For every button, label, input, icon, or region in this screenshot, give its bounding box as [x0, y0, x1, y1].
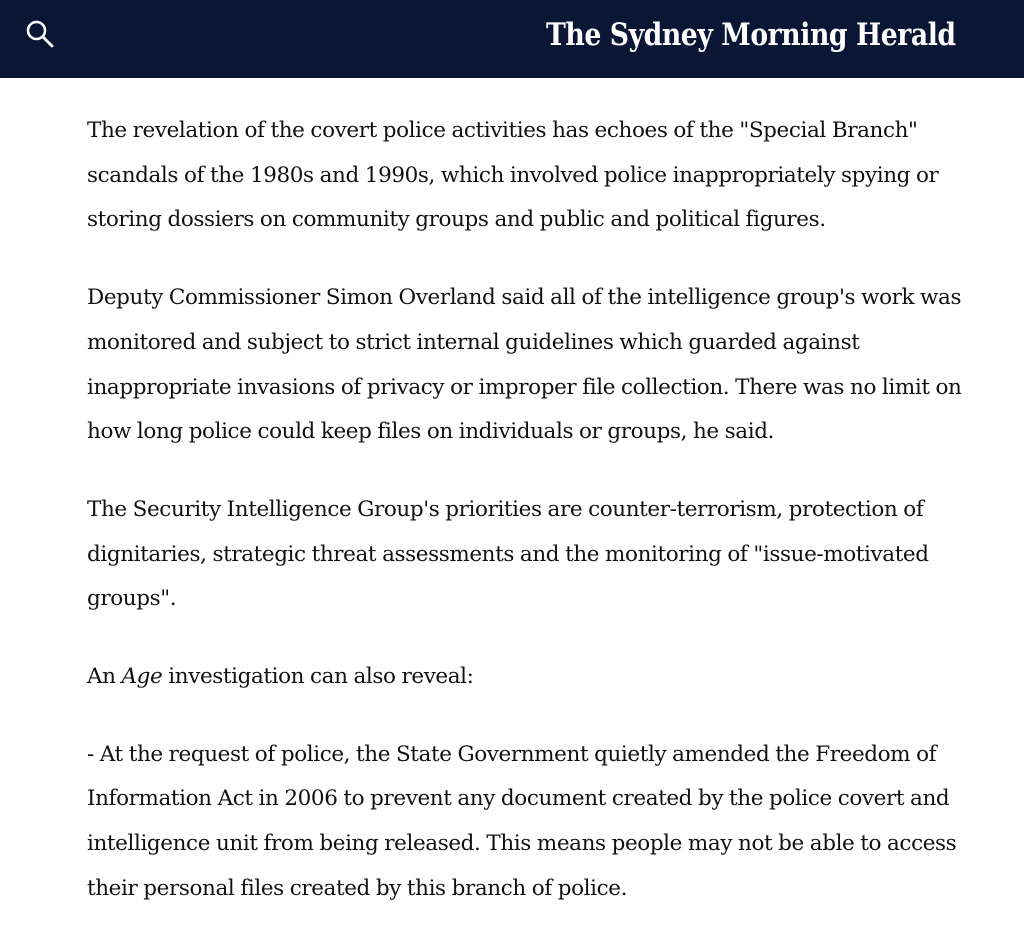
paragraph-suffix: investigation can also reveal: [162, 664, 474, 690]
article-body [87, 109, 992, 945]
paragraph-prefix: An [87, 664, 122, 690]
article-paragraph: The Security Intelligence Group's priorities are counter-terrorism, protection of dignitaries, strategic threat assessments and the monitoring of "issue-motivated groups". [87, 496, 929, 612]
search-button[interactable] [20, 14, 60, 54]
publication-name: Age [121, 664, 163, 690]
site-header [0, 0, 1024, 78]
search-icon [24, 18, 56, 50]
masthead-logo[interactable]: The Sydney Morning Herald [546, 17, 956, 53]
article-paragraph: The revelation of the covert police activities has echoes of the "Special Branch" scandals of the 1980s and 1990s, which involved police inappropriately spying or storing dossiers on community groups and public and political figures. [87, 118, 939, 233]
article-paragraph: - At the request of police, the State Government quietly amended the Freedom of Information Act in 2006 to prevent any document created by the police covert and intelligence unit from being released. This means people may not be able to access their personal files created by this branch of police. [87, 741, 957, 901]
article-paragraph [87, 655, 992, 700]
article-paragraph: Deputy Commissioner Simon Overland said all of the intelligence group's work was monitored and subject to strict internal guidelines which guarded against inappropriate invasions of privacy or improper file collection. There was no limit on how long police could keep files on individuals or groups, he said. [87, 285, 962, 445]
